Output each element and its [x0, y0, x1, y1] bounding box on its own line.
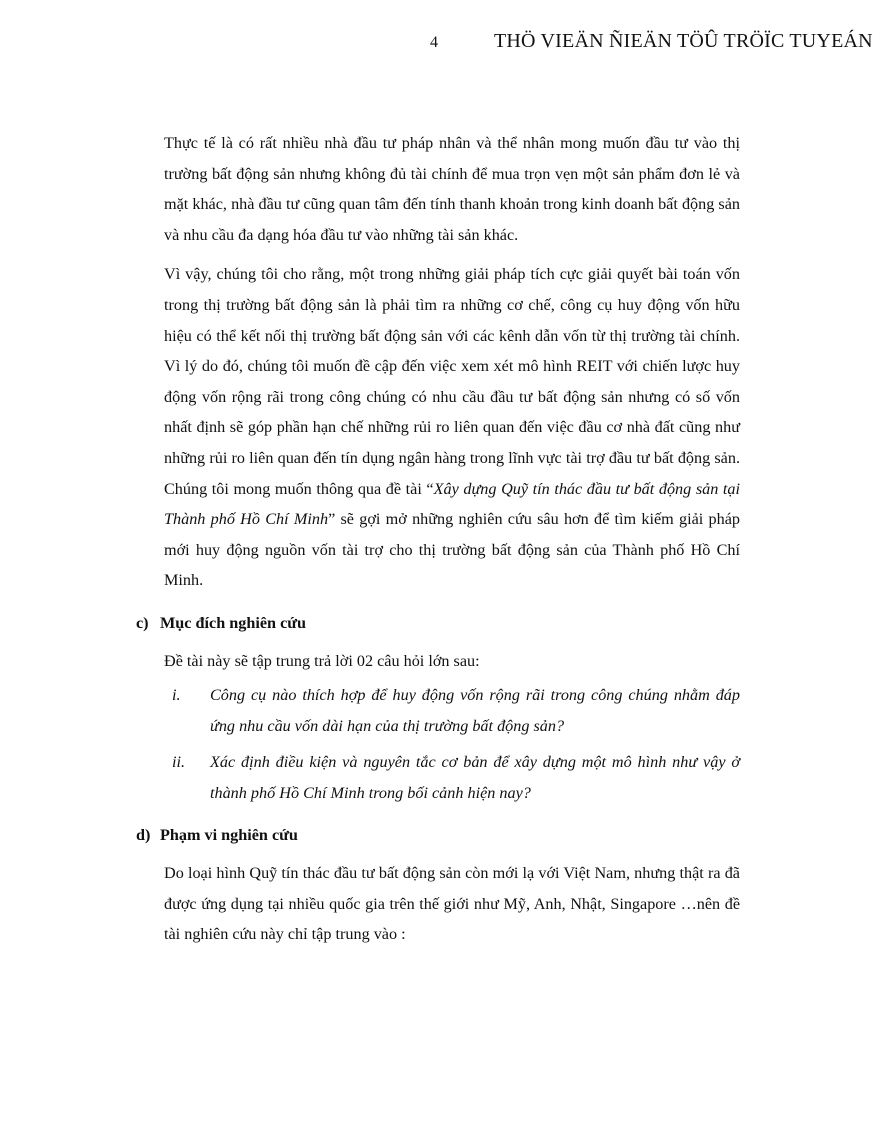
paragraph-scope: Do loại hình Quỹ tín thác đầu tư bất động sản còn mới lạ với Việt Nam, nhưng thật ra đã được ứng dụng tại nhiều quốc gia trên thế giới như Mỹ, Anh, Nhật, Singapore …nên đề tài nghiên cứu này chỉ tập trung vào :	[164, 864, 740, 944]
list-item	[164, 747, 740, 808]
paragraph-context: Thực tế là có rất nhiều nhà đầu tư pháp nhân và thể nhân mong muốn đầu tư vào thị trường bất động sản nhưng không đủ tài chính để mua trọn vẹn một sản phẩm đơn lẻ và mặt khác, nhà đầu tư cũng quan tâm đến tính thanh khoản trong kinh doanh bất động sản và nhu cầu đa dạng hóa đầu tư vào những tài sản khác.	[164, 134, 740, 244]
section-heading-purpose	[136, 608, 740, 639]
page-header	[0, 28, 873, 58]
section-marker: c)	[136, 613, 149, 632]
section-marker: d)	[136, 826, 151, 845]
section-heading-scope	[136, 820, 740, 851]
page-number: 4	[430, 34, 438, 51]
rationale-text: Vì vậy, chúng tôi cho rằng, một trong những giải pháp tích cực giải quyết bài toán vốn trong thị trường bất động sản là phải tìm ra những cơ chế, công cụ huy động vốn hữu hiệu có thể kết nối thị trường bất động sản với các kênh dẫn vốn từ thị trường tài chính. Vì lý do đó, chúng tôi muốn đề cập đến việc xem xét mô hình REIT với chiến lược huy động vốn rộng rãi trong công chúng có nhu cầu đầu tư bất động sản nhưng có số vốn nhất định sẽ góp phần hạn chế những rủi ro liên quan đến việc đầu cơ nhà đất cũng như những rủi ro liên quan đến tín dụng ngân hàng trong lĩnh vực tài trợ đầu tư bất động sản. Chúng tôi mong muốn thông qua đề tài “	[164, 265, 740, 498]
thesis-title: Xây dựng Quỹ tín thác đầu tư bất động sản tại Thành phố Hồ Chí Minh	[164, 479, 740, 529]
document-body	[136, 128, 740, 959]
header-title: THÖ VIEÄN ÑIEÄN TÖÛ TRÖÏC TUYEÁN	[494, 30, 873, 52]
list-number: i.	[172, 686, 181, 705]
rationale-text-end: ” sẽ gợi mở những nghiên cứu sâu hơn để tìm kiếm giải pháp mới huy động nguồn vốn tài trợ cho thị trường bất động sản của Thành phố Hồ Chí Minh.	[164, 510, 740, 590]
section-title: Mục đích nghiên cứu	[160, 613, 306, 632]
paragraph-rationale	[164, 259, 740, 596]
purpose-intro: Đề tài này sẽ tập trung trả lời 02 câu hỏi lớn sau:	[164, 651, 480, 670]
list-number: ii.	[172, 753, 186, 772]
list-item	[164, 680, 740, 741]
list-item-text: Công cụ nào thích hợp để huy động vốn rộng rãi trong công chúng nhằm đáp ứng nhu cầu vốn dài hạn của thị trường bất động sản?	[210, 686, 740, 735]
section-title: Phạm vi nghiên cứu	[160, 826, 298, 845]
list-item-text: Xác định điều kiện và nguyên tắc cơ bản để xây dựng một mô hình như vậy ở thành phố Hồ Chí Minh trong bối cảnh hiện nay?	[210, 753, 740, 802]
